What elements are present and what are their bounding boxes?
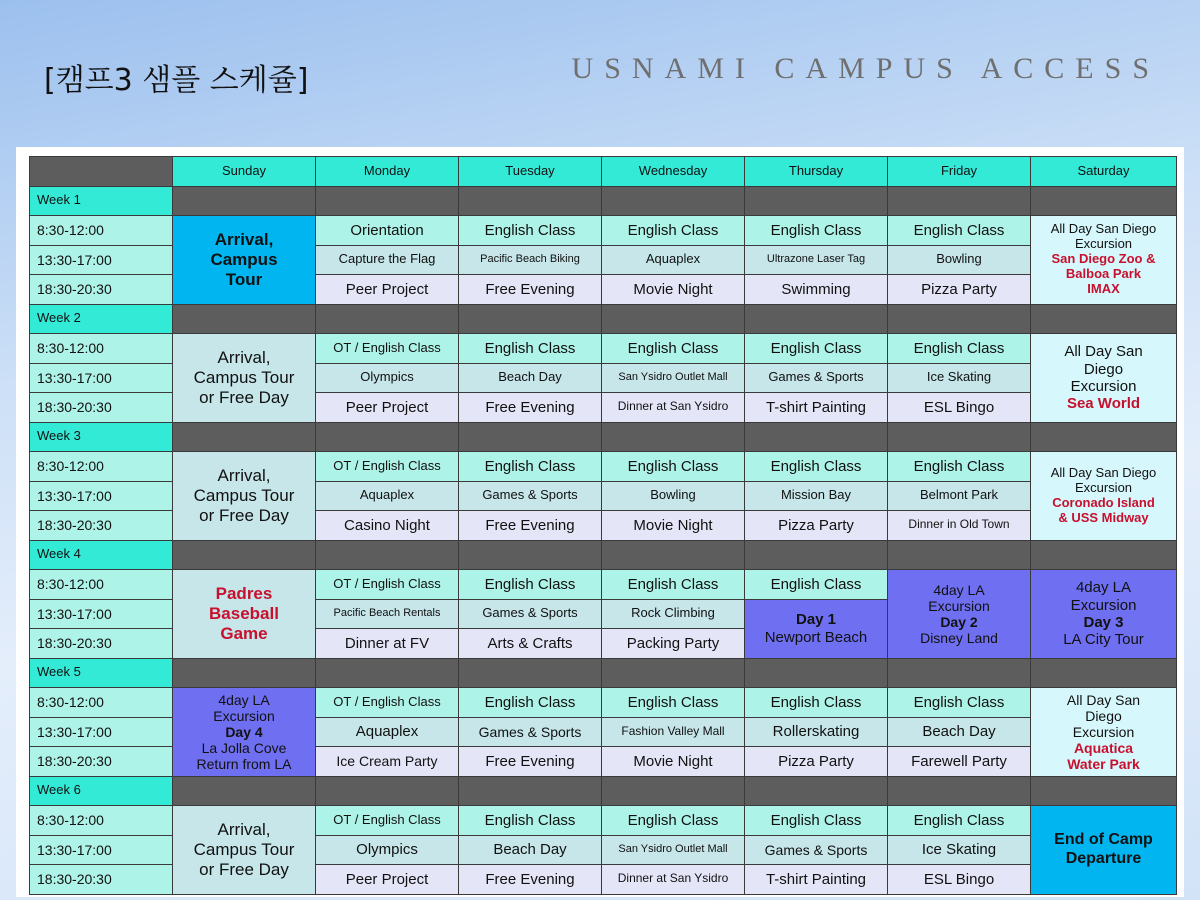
- excursion-day: Day 1: [795, 611, 837, 629]
- separator-cell: [888, 658, 1031, 688]
- day-header-thursday: Thursday: [745, 157, 888, 187]
- activity-cell: Games & Sports: [459, 481, 602, 511]
- separator-cell: [173, 422, 316, 452]
- separator-cell: [459, 422, 602, 452]
- separator-cell: [459, 658, 602, 688]
- separator-cell: [316, 776, 459, 806]
- separator-cell: [1031, 658, 1177, 688]
- activity-cell: Beach Day: [459, 835, 602, 865]
- time-slot: 13:30-17:00: [30, 481, 173, 511]
- separator-cell: [888, 422, 1031, 452]
- time-slot: 13:30-17:00: [30, 717, 173, 747]
- week-row: [30, 776, 1177, 806]
- activity-cell: Fashion Valley Mall: [602, 717, 745, 747]
- activity-cell: English Class: [745, 806, 888, 836]
- activity-cell: English Class: [602, 570, 745, 600]
- activity-cell: ESL Bingo: [888, 865, 1031, 895]
- week-row: [30, 540, 1177, 570]
- activity-cell: Dinner at FV: [316, 629, 459, 659]
- saturday-line: Excursion: [1070, 377, 1137, 395]
- activity-cell: English Class: [602, 334, 745, 364]
- activity-cell: English Class: [888, 452, 1031, 482]
- excursion-line: LA City Tour: [1063, 631, 1144, 648]
- activity-cell: Peer Project: [316, 865, 459, 895]
- activity-cell: Ultrazone Laser Tag: [745, 245, 888, 275]
- activity-cell: English Class: [602, 216, 745, 246]
- separator-cell: [316, 658, 459, 688]
- sunday-activity-line: Tour: [225, 269, 263, 289]
- activity-cell: Ice Skating: [888, 835, 1031, 865]
- saturday-activity: [1031, 452, 1177, 541]
- header-row: [30, 157, 1177, 187]
- activity-cell: English Class: [602, 806, 745, 836]
- activity-cell: Olympics: [316, 835, 459, 865]
- saturday-line: Diego: [1085, 707, 1122, 724]
- time-slot: 18:30-20:30: [30, 393, 173, 423]
- activity-cell: Pizza Party: [888, 275, 1031, 305]
- table-row: [30, 216, 1177, 246]
- table-row: [30, 334, 1177, 364]
- table-row: [30, 688, 1177, 718]
- activity-cell: T-shirt Painting: [745, 393, 888, 423]
- excursion-line: Newport Beach: [764, 628, 868, 646]
- activity-cell: Orientation: [316, 216, 459, 246]
- sunday-activity-line: Arrival,: [214, 230, 274, 250]
- week-label: Week 5: [30, 658, 173, 688]
- activity-cell: English Class: [459, 452, 602, 482]
- excursion-line: Return from LA: [196, 755, 292, 772]
- sunday-activity-line: or Free Day: [199, 505, 289, 525]
- activity-cell: English Class: [888, 688, 1031, 718]
- activity-cell: Casino Night: [316, 511, 459, 541]
- sunday-activity-line: Arrival,: [217, 820, 271, 840]
- separator-cell: [602, 186, 745, 216]
- time-slot: 13:30-17:00: [30, 363, 173, 393]
- excursion-day: Day 4: [225, 723, 263, 740]
- separator-cell: [745, 186, 888, 216]
- separator-cell: [602, 540, 745, 570]
- sunday-activity-line: Baseball: [209, 603, 279, 623]
- excursion-day: Day 2: [940, 613, 978, 630]
- day-header-monday: Monday: [316, 157, 459, 187]
- activity-cell: English Class: [745, 570, 888, 600]
- sunday-activity: [173, 570, 316, 659]
- excursion-day: Day 3: [1083, 613, 1124, 631]
- saturday-line: Diego: [1083, 360, 1124, 378]
- activity-cell: ESL Bingo: [888, 393, 1031, 423]
- saturday-highlight: Sea World: [1066, 395, 1141, 412]
- week-row: [30, 422, 1177, 452]
- activity-cell: English Class: [459, 216, 602, 246]
- saturday-highlight: San Diego Zoo &: [1051, 251, 1156, 267]
- sunday-activity-line: Game: [220, 623, 268, 643]
- week-label: Week 3: [30, 422, 173, 452]
- activity-cell: English Class: [888, 806, 1031, 836]
- separator-cell: [745, 776, 888, 806]
- saturday-line: All Day San: [1064, 343, 1143, 361]
- activity-cell: Free Evening: [459, 393, 602, 423]
- activity-cell: Belmont Park: [888, 481, 1031, 511]
- sunday-activity: [173, 452, 316, 541]
- saturday-la-excursion: [1031, 570, 1177, 659]
- time-slot: 13:30-17:00: [30, 599, 173, 629]
- activity-cell: Movie Night: [602, 747, 745, 777]
- excursion-line: 4day LA: [933, 581, 985, 598]
- separator-cell: [745, 658, 888, 688]
- week-label: Week 2: [30, 304, 173, 334]
- activity-cell: Dinner at San Ysidro: [602, 865, 745, 895]
- day-header-friday: Friday: [888, 157, 1031, 187]
- time-slot: 8:30-12:00: [30, 334, 173, 364]
- activity-cell: Bowling: [888, 245, 1031, 275]
- activity-cell: OT / English Class: [316, 334, 459, 364]
- time-slot: 18:30-20:30: [30, 511, 173, 541]
- time-slot: 8:30-12:00: [30, 570, 173, 600]
- week-label: Week 6: [30, 776, 173, 806]
- activity-cell: Movie Night: [602, 511, 745, 541]
- time-slot: 18:30-20:30: [30, 865, 173, 895]
- time-slot: 13:30-17:00: [30, 245, 173, 275]
- table-row: [30, 452, 1177, 482]
- excursion-line: Excursion: [928, 597, 990, 614]
- activity-cell: Capture the Flag: [316, 245, 459, 275]
- activity-cell: Swimming: [745, 275, 888, 305]
- separator-cell: [173, 540, 316, 570]
- activity-cell: Movie Night: [602, 275, 745, 305]
- separator-cell: [888, 776, 1031, 806]
- saturday-line: All Day San Diego: [1050, 464, 1157, 480]
- saturday-line: All Day San: [1066, 691, 1141, 708]
- departure-line: End of Camp: [1054, 831, 1153, 849]
- saturday-line: Excursion: [1074, 236, 1133, 252]
- separator-cell: [888, 186, 1031, 216]
- saturday-activity: [1031, 334, 1177, 423]
- activity-cell: Arts & Crafts: [459, 629, 602, 659]
- activity-cell: Packing Party: [602, 629, 745, 659]
- friday-la-excursion: [888, 570, 1031, 659]
- activity-cell: San Ysidro Outlet Mall: [602, 835, 745, 865]
- separator-cell: [602, 422, 745, 452]
- separator-cell: [602, 304, 745, 334]
- schedule-table: [29, 156, 1177, 895]
- separator-cell: [745, 304, 888, 334]
- time-slot: 13:30-17:00: [30, 835, 173, 865]
- activity-cell: Free Evening: [459, 865, 602, 895]
- separator-cell: [459, 540, 602, 570]
- separator-cell: [173, 776, 316, 806]
- separator-cell: [459, 776, 602, 806]
- activity-cell: Mission Bay: [745, 481, 888, 511]
- saturday-highlight: Coronado Island: [1052, 494, 1155, 510]
- excursion-line: 4day LA: [1075, 579, 1132, 597]
- separator-cell: [1031, 422, 1177, 452]
- separator-cell: [316, 304, 459, 334]
- activity-cell: Ice Skating: [888, 363, 1031, 393]
- table-row: [30, 806, 1177, 836]
- activity-cell: English Class: [459, 806, 602, 836]
- separator-cell: [745, 540, 888, 570]
- activity-cell: Dinner at San Ysidro: [602, 393, 745, 423]
- activity-cell: English Class: [745, 688, 888, 718]
- activity-cell: Games & Sports: [459, 717, 602, 747]
- week-label: Week 1: [30, 186, 173, 216]
- activity-cell: English Class: [602, 452, 745, 482]
- activity-cell: English Class: [459, 334, 602, 364]
- separator-cell: [316, 540, 459, 570]
- saturday-highlight: Aquatica: [1073, 739, 1134, 756]
- sunday-activity-line: or Free Day: [199, 859, 289, 879]
- activity-cell: Bowling: [602, 481, 745, 511]
- activity-cell: English Class: [888, 334, 1031, 364]
- activity-cell: Peer Project: [316, 393, 459, 423]
- separator-cell: [1031, 304, 1177, 334]
- activity-cell: Free Evening: [459, 511, 602, 541]
- activity-cell: Pizza Party: [745, 511, 888, 541]
- brand-logo-text: USNAMI CAMPUS ACCESS: [571, 52, 1160, 85]
- day-header-saturday: Saturday: [1031, 157, 1177, 187]
- separator-cell: [888, 304, 1031, 334]
- week-row: [30, 304, 1177, 334]
- sunday-activity: [173, 334, 316, 423]
- separator-cell: [316, 186, 459, 216]
- saturday-highlight: & USS Midway: [1058, 509, 1149, 525]
- activity-cell: Rollerskating: [745, 717, 888, 747]
- activity-cell: T-shirt Painting: [745, 865, 888, 895]
- separator-cell: [173, 304, 316, 334]
- sunday-activity-line: Arrival,: [217, 348, 271, 368]
- activity-cell: Free Evening: [459, 747, 602, 777]
- sunday-activity-line: Padres: [215, 584, 273, 604]
- separator-cell: [1031, 540, 1177, 570]
- activity-cell: Aquaplex: [316, 481, 459, 511]
- activity-cell: English Class: [888, 216, 1031, 246]
- saturday-activity: [1031, 216, 1177, 305]
- activity-cell: OT / English Class: [316, 570, 459, 600]
- activity-cell: English Class: [745, 452, 888, 482]
- saturday-highlight: Balboa Park: [1065, 266, 1142, 282]
- sunday-activity: [173, 806, 316, 895]
- activity-cell: Rock Climbing: [602, 599, 745, 629]
- saturday-highlight: IMAX: [1087, 281, 1120, 297]
- excursion-line: Excursion: [213, 707, 275, 724]
- sunday-activity-line: or Free Day: [199, 387, 289, 407]
- activity-cell: Free Evening: [459, 275, 602, 305]
- saturday-departure: [1031, 806, 1177, 895]
- saturday-highlight: Water Park: [1067, 755, 1140, 772]
- activity-cell: English Class: [459, 688, 602, 718]
- activity-cell: OT / English Class: [316, 452, 459, 482]
- time-slot: 18:30-20:30: [30, 275, 173, 305]
- sunday-activity-line: Campus Tour: [193, 367, 295, 387]
- sunday-la-excursion: [173, 688, 316, 777]
- activity-cell: Games & Sports: [745, 363, 888, 393]
- sunday-activity-line: Campus Tour: [193, 485, 295, 505]
- activity-cell: OT / English Class: [316, 688, 459, 718]
- activity-cell: San Ysidro Outlet Mall: [602, 363, 745, 393]
- activity-cell: Aquaplex: [316, 717, 459, 747]
- time-slot: 18:30-20:30: [30, 747, 173, 777]
- separator-cell: [602, 658, 745, 688]
- day-header-wednesday: Wednesday: [602, 157, 745, 187]
- saturday-line: Excursion: [1074, 479, 1133, 495]
- excursion-line: La Jolla Cove: [201, 739, 287, 756]
- activity-cell: Beach Day: [888, 717, 1031, 747]
- week-row: [30, 186, 1177, 216]
- activity-cell: English Class: [745, 334, 888, 364]
- saturday-line: All Day San Diego: [1050, 221, 1157, 237]
- activity-cell: OT / English Class: [316, 806, 459, 836]
- activity-cell: English Class: [745, 216, 888, 246]
- activity-cell: Games & Sports: [745, 835, 888, 865]
- week-label: Week 4: [30, 540, 173, 570]
- header-corner: [30, 157, 173, 187]
- separator-cell: [1031, 776, 1177, 806]
- activity-cell: English Class: [459, 570, 602, 600]
- activity-cell: Games & Sports: [459, 599, 602, 629]
- time-slot: 8:30-12:00: [30, 452, 173, 482]
- separator-cell: [888, 540, 1031, 570]
- excursion-line: Excursion: [1070, 596, 1137, 614]
- page-title: [캠프3 샘플 스케쥴]: [44, 63, 309, 98]
- activity-cell: Olympics: [316, 363, 459, 393]
- excursion-line: Disney Land: [920, 629, 998, 646]
- sunday-activity-line: Campus Tour: [193, 839, 295, 859]
- thursday-la-excursion: [745, 599, 888, 658]
- time-slot: 18:30-20:30: [30, 629, 173, 659]
- activity-cell: Dinner in Old Town: [888, 511, 1031, 541]
- activity-cell: Pacific Beach Biking: [459, 245, 602, 275]
- activity-cell: Pizza Party: [745, 747, 888, 777]
- separator-cell: [459, 186, 602, 216]
- sunday-activity-line: Campus: [210, 249, 278, 269]
- separator-cell: [745, 422, 888, 452]
- day-header-tuesday: Tuesday: [459, 157, 602, 187]
- separator-cell: [316, 422, 459, 452]
- activity-cell: Ice Cream Party: [316, 747, 459, 777]
- excursion-line: 4day LA: [218, 691, 270, 708]
- time-slot: 8:30-12:00: [30, 216, 173, 246]
- week-row: [30, 658, 1177, 688]
- saturday-line: Excursion: [1072, 723, 1135, 740]
- activity-cell: Pacific Beach Rentals: [316, 599, 459, 629]
- activity-cell: Peer Project: [316, 275, 459, 305]
- saturday-activity: [1031, 688, 1177, 777]
- sunday-activity: [173, 216, 316, 305]
- departure-line: Departure: [1065, 849, 1142, 867]
- separator-cell: [173, 186, 316, 216]
- activity-cell: English Class: [602, 688, 745, 718]
- activity-cell: Farewell Party: [888, 747, 1031, 777]
- separator-cell: [459, 304, 602, 334]
- day-header-sunday: Sunday: [173, 157, 316, 187]
- separator-cell: [173, 658, 316, 688]
- schedule-frame: [16, 147, 1184, 897]
- activity-cell: Beach Day: [459, 363, 602, 393]
- separator-cell: [602, 776, 745, 806]
- activity-cell: Aquaplex: [602, 245, 745, 275]
- table-row: [30, 570, 1177, 600]
- separator-cell: [1031, 186, 1177, 216]
- time-slot: 8:30-12:00: [30, 688, 173, 718]
- time-slot: 8:30-12:00: [30, 806, 173, 836]
- sunday-activity-line: Arrival,: [217, 466, 271, 486]
